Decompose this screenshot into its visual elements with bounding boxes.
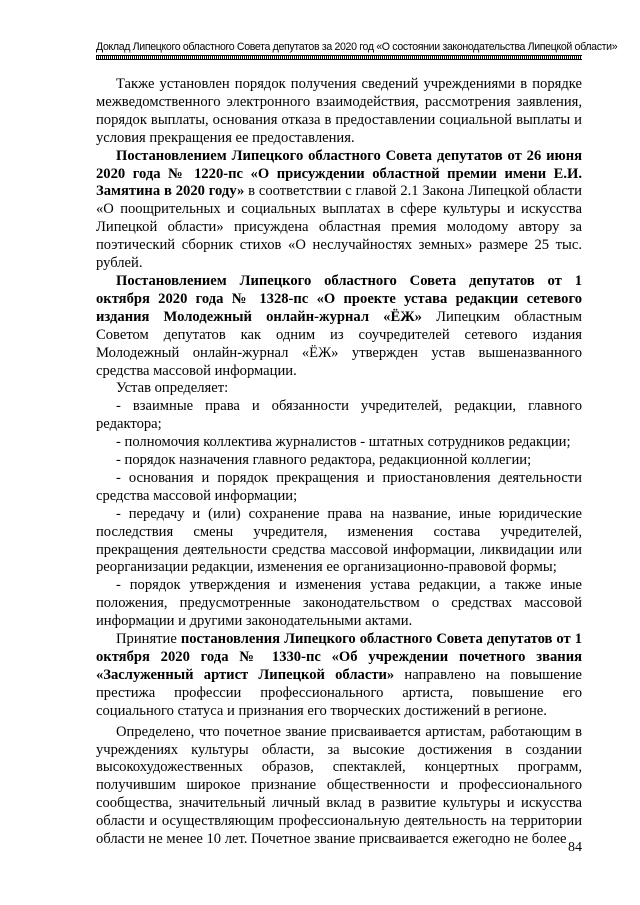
resolution-1328-text: Липецким областным Советом депутатов как одним из соучредителей сетевого издания Молодежный онлайн-журнал «ЁЖ» утвержден устав вышеназванного средства массовой информации. — [96, 308, 583, 379]
resolution-1220-title: Постановлением Липецкого областного Совета депутатов от 26 июня 2020 года № 1220-пс «О присуждении областной премии имени Е.И. Замятина в 2020 году» — [96, 147, 582, 200]
paragraph-honorary-title-rules: Определено, что почетное звание присваивается артистам, работающим в учреждениях культуры области, за высокие достижения в создании высокохудожественных образов, спектаклей, концертных программ, получившим широкое признание общественности и профессионального сообщества, значительный личный вклад в развитие культуры и искусства области и осуществляющим профессиональную деятельность на территории области не менее 10 лет. Почетное звание присваивается ежегодно не более — [96, 723, 582, 848]
list-item: - порядок назначения главного редактора, редакционной коллегии; — [116, 452, 532, 469]
paragraph-social-payment: Также установлен порядок получения сведений учреждениями в порядке межведомственного электронного взаимодействия, рассмотрения заявления, порядок выплаты, основания отказа в предоставлении социальной выплаты и условия прекращения ее предоставления. — [96, 76, 582, 146]
page-number: 84 — [568, 840, 582, 855]
list-item: - порядок утверждения и изменения устава редакции, а также иные положения, предусмотренные законодательством о средствах массовой информации и другими законодательными актами. — [96, 577, 582, 630]
document-body — [96, 76, 582, 849]
page-header: Доклад Липецкого областного Совета депутатов за 2020 год «О состоянии законодательства Липецкой области» — [96, 41, 618, 53]
paragraph-honored-artist — [96, 631, 582, 721]
resolution-1328-title: Постановлением Липецкого областного Совета депутатов от 1 октября 2020 года № 1328-пс «О проекте устава редакции сетевого издания Молодежный онлайн-журнал «ЁЖ» — [96, 272, 582, 325]
charter-defines-intro: Устав определяет: — [116, 380, 229, 397]
resolution-1220-text: в соответствии с главой 2.1 Закона Липецкой области «О поощрительных и социальных выплатах в сфере культуры и искусства Липецкой области» присуждена областная премия молодому автору за поэтический сборник стихов «О неслучайностях земных» размере 25 тыс. рублей. — [96, 183, 582, 272]
paragraph-zamyatin-prize — [96, 148, 582, 273]
paragraph-ezh-charter — [96, 273, 582, 380]
resolution-1330-text: направлено на повышение престижа профессии профессионального артиста, повышение его социального статуса и признания его творческих достижений в регионе. — [96, 666, 582, 719]
list-item: - полномочия коллектива журналистов - штатных сотрудников редакции; — [116, 434, 571, 451]
list-item: - основания и порядок прекращения и приостановления деятельности средства массовой информации; — [96, 469, 582, 504]
header-rule — [96, 55, 582, 60]
resolution-1330-lead: Принятие — [116, 631, 181, 648]
resolution-1330-title: постановления Липецкого областного Совета депутатов от 1 октября 2020 года № 1330-пс «Об учреждении почетного звания «Заслуженный артист Липецкой области» — [96, 631, 583, 683]
list-item: - передачу и (или) сохранение права на название, иные юридические последствия смены учредителя, изменения состава учредителей, прекращения деятельности средства массовой информации, ликвидации или реорганизации редакции, изменения ее организационно-правовой формы; — [96, 505, 582, 576]
list-item: - взаимные права и обязанности учредителей, редакции, главного редактора; — [96, 398, 582, 433]
